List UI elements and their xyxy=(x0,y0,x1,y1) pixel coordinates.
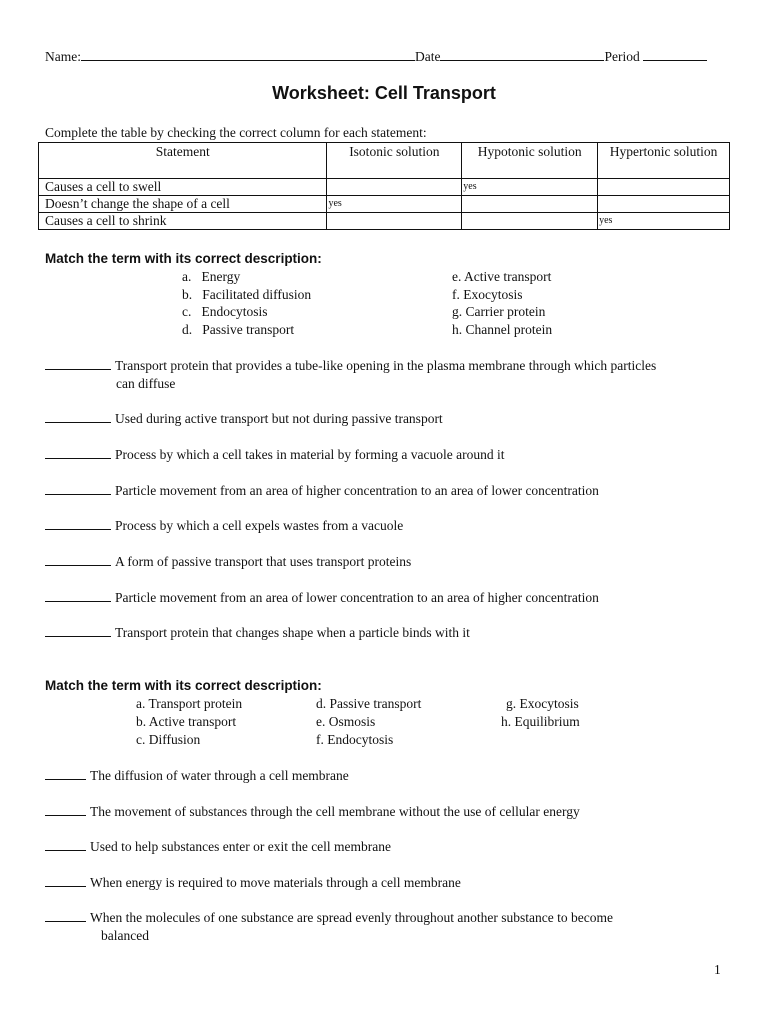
answer-blank[interactable] xyxy=(45,494,111,495)
solution-table xyxy=(38,142,730,230)
page-number: 1 xyxy=(714,962,721,977)
answer-blank[interactable] xyxy=(45,422,111,423)
question-text: Transport protein that changes shape when a particle binds with it xyxy=(115,625,470,640)
question-text: When the molecules of one substance are spread evenly throughout another substance to become xyxy=(90,910,613,925)
match1-question xyxy=(45,411,443,427)
hypertonic-header-text: Hypertonic solution xyxy=(609,144,718,159)
match1-question xyxy=(45,590,599,606)
table-row xyxy=(39,213,730,230)
column-header-hypertonic xyxy=(598,143,730,179)
answer-blank[interactable] xyxy=(45,779,86,780)
match2-term-f: f. Endocytosis xyxy=(316,732,394,747)
match1-term-b: b. Facilitated diffusion xyxy=(182,287,312,302)
question-text: A form of passive transport that uses transport proteins xyxy=(115,554,412,569)
hypertonic-cell[interactable] xyxy=(598,179,730,196)
match1-term-g: g. Carrier protein xyxy=(452,304,546,319)
isotonic-cell[interactable]: yes xyxy=(327,196,462,213)
answer-blank[interactable] xyxy=(45,458,111,459)
hypertonic-cell[interactable] xyxy=(598,196,730,213)
table-instruction: Complete the table by checking the correct column for each statement: xyxy=(45,125,427,140)
question-text: The movement of substances through the cell membrane without the use of cellular energy xyxy=(90,804,580,819)
answer-blank[interactable] xyxy=(45,565,111,566)
answer-blank[interactable] xyxy=(45,636,111,637)
answer-blank[interactable] xyxy=(45,921,86,922)
answer-blank[interactable] xyxy=(45,815,86,816)
date-label: Date xyxy=(415,49,441,64)
match1-term-a: a. Energy xyxy=(182,269,241,284)
answer-blank[interactable] xyxy=(45,529,111,530)
match1-question xyxy=(45,554,411,570)
statement-cell: Causes a cell to swell xyxy=(39,179,327,196)
match1-term-d: d. Passive transport xyxy=(182,322,295,337)
match1-term-e: e. Active transport xyxy=(452,269,552,284)
hypotonic-cell[interactable]: yes xyxy=(462,179,598,196)
answer-blank[interactable] xyxy=(45,886,86,887)
question-text: Particle movement from an area of higher concentration to an area of lower concentration xyxy=(115,483,599,498)
period-label: Period xyxy=(604,49,640,64)
match2-heading: Match the term with its correct description: xyxy=(45,678,322,693)
match1-term-h: h. Channel protein xyxy=(452,322,553,337)
match2-question xyxy=(45,804,580,820)
isotonic-cell[interactable] xyxy=(327,179,462,196)
question-text: The diffusion of water through a cell membrane xyxy=(90,768,349,783)
match2-term-a: a. Transport protein xyxy=(136,696,243,711)
question-text: When energy is required to move materials through a cell membrane xyxy=(90,875,461,890)
answer-blank[interactable] xyxy=(45,369,111,370)
answer-blank[interactable] xyxy=(45,850,86,851)
match2-question xyxy=(45,768,349,784)
match1-heading: Match the term with its correct description: xyxy=(45,251,322,266)
hypotonic-cell[interactable] xyxy=(462,196,598,213)
question-text: Process by which a cell takes in material by forming a vacuole around it xyxy=(115,447,505,462)
match1-question xyxy=(45,483,599,499)
question-text: Process by which a cell expels wastes from a vacuole xyxy=(115,518,404,533)
match2-term-c: c. Diffusion xyxy=(136,732,201,747)
hypotonic-header-text: Hypotonic solution xyxy=(477,144,582,159)
question-text: Particle movement from an area of lower concentration to an area of higher concentration xyxy=(115,590,599,605)
match1-question xyxy=(45,518,403,534)
column-header-hypotonic xyxy=(462,143,598,179)
match1-question xyxy=(45,447,505,463)
match2-question xyxy=(45,875,461,891)
match1-term-f: f. Exocytosis xyxy=(452,287,523,302)
match2-term-g: g. Exocytosis xyxy=(506,696,579,711)
column-header-isotonic: Isotonic solution xyxy=(327,143,462,179)
match2-question xyxy=(45,839,391,855)
question-text-continued: can diffuse xyxy=(116,376,176,391)
match1-term-c: c. Endocytosis xyxy=(182,304,268,319)
match2-term-d: d. Passive transport xyxy=(316,696,422,711)
question-text: Used to help substances enter or exit the cell membrane xyxy=(90,839,392,854)
match2-term-e: e. Osmosis xyxy=(316,714,376,729)
table-header-row xyxy=(39,143,730,179)
hypertonic-cell[interactable]: yes xyxy=(598,213,730,230)
statement-cell: Doesn’t change the shape of a cell xyxy=(39,196,327,213)
column-header-statement: Statement xyxy=(39,143,327,179)
isotonic-cell[interactable] xyxy=(327,213,462,230)
match1-question xyxy=(45,358,656,374)
question-text-continued: balanced xyxy=(101,928,149,943)
question-text: Transport protein that provides a tube-like opening in the plasma membrane through which particles xyxy=(115,358,657,373)
question-text: Used during active transport but not during passive transport xyxy=(115,411,443,426)
name-blank[interactable] xyxy=(81,47,415,61)
table-row xyxy=(39,196,730,213)
match1-question xyxy=(45,625,470,641)
match2-term-h: h. Equilibrium xyxy=(501,714,580,729)
match2-term-b: b. Active transport xyxy=(136,714,237,729)
header-line xyxy=(45,47,707,65)
statement-cell: Causes a cell to shrink xyxy=(39,213,327,230)
page-title: Worksheet: Cell Transport xyxy=(272,83,496,103)
match2-question xyxy=(45,910,613,926)
answer-blank[interactable] xyxy=(45,601,111,602)
hypotonic-cell[interactable] xyxy=(462,213,598,230)
name-label: Name: xyxy=(45,49,81,64)
period-blank[interactable] xyxy=(643,47,707,61)
table-row xyxy=(39,179,730,196)
date-blank[interactable] xyxy=(440,47,604,61)
